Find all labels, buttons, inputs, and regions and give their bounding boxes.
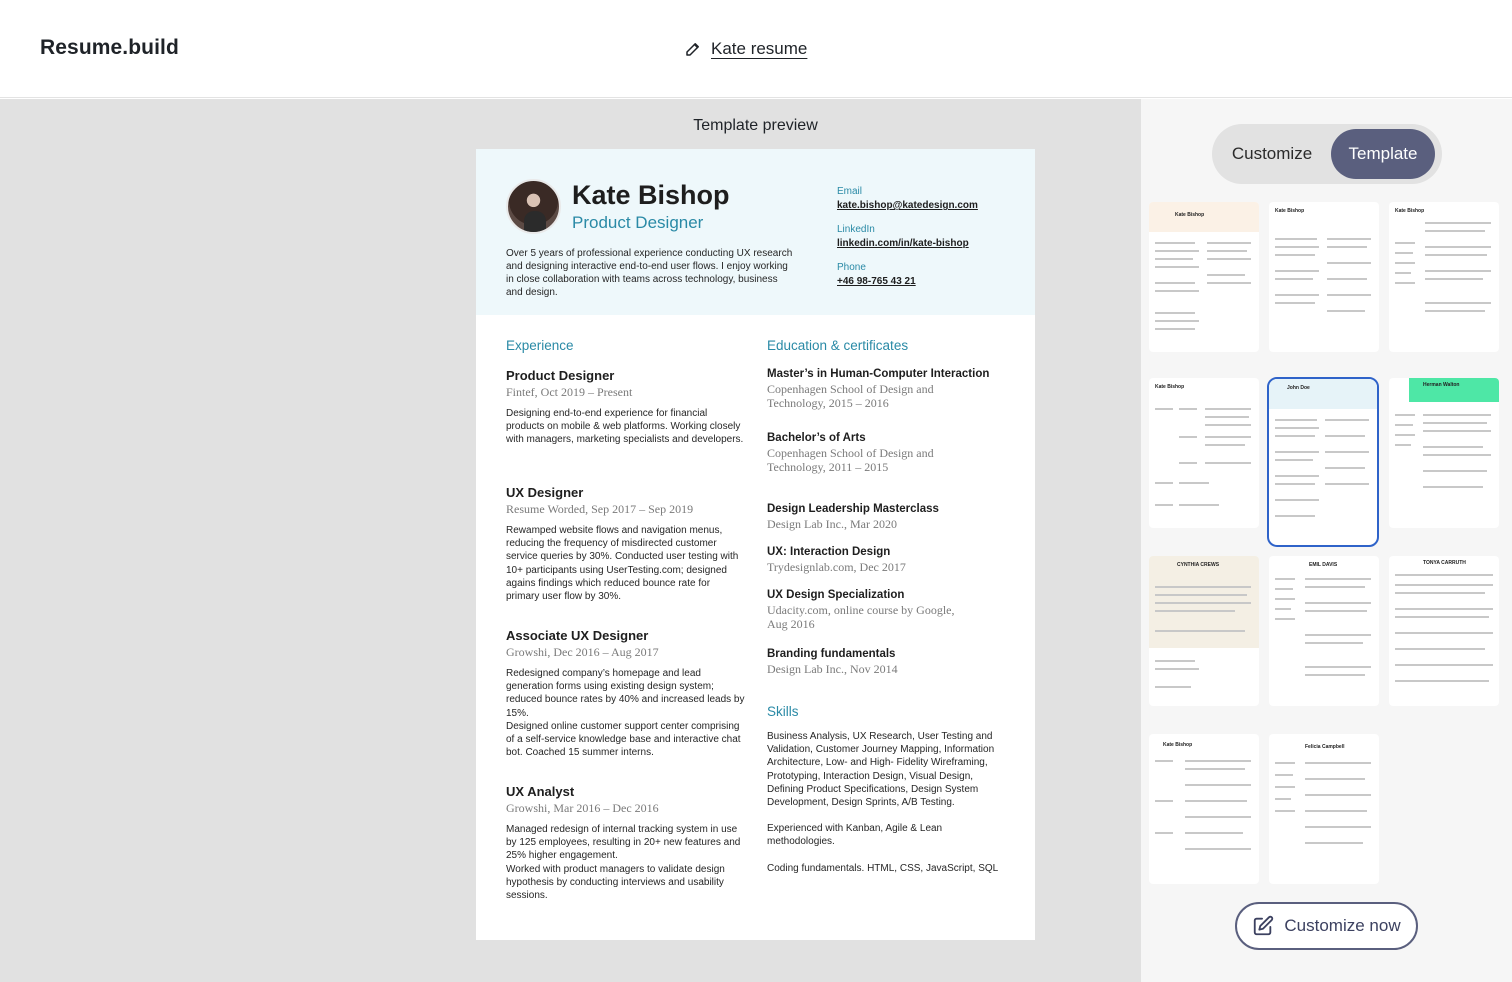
template-thumbnail[interactable]: Kate Bishop <box>1149 734 1259 884</box>
brand-logo[interactable]: Resume.build <box>40 36 179 59</box>
experience-item: UX Designer Resume Worded, Sep 2017 – Sep 2019 Rewamped website flows and navigation menus, reducing the frequency of misdirected customer service queries by 30%. Conducted user testing with 10+ participants using UserTesting.com; designed agains findings which reduced bounce rate for primary user flow by 30%. <box>506 485 739 603</box>
experience-item: Product Designer Fintef, Oct 2019 – Present Designing end-to-end experience for financial products on mobile & web platforms. Working closely with managers, marketing specialists and developers. <box>506 368 744 446</box>
education-item: Bachelor’s of Arts Copenhagen School of Design and Technology, 2011 – 2015 <box>767 432 934 474</box>
top-bar <box>0 0 1512 98</box>
template-thumbnail[interactable]: Felicia Campbell <box>1269 734 1379 884</box>
education-heading: Education & certificates <box>767 338 909 353</box>
template-sidebar <box>1141 99 1512 982</box>
education-item: Branding fundamentals Design Lab Inc., Nov 2014 <box>767 648 898 676</box>
skills-heading: Skills <box>767 704 799 719</box>
template-thumbnail[interactable]: TONYA CARRUTH <box>1389 556 1499 706</box>
template-thumbnail[interactable]: Kate Bishop <box>1269 202 1379 352</box>
experience-heading: Experience <box>506 338 574 353</box>
template-thumbnail[interactable]: CYNTHIA CREWS <box>1149 556 1259 706</box>
resume-role: Product Designer <box>572 213 704 232</box>
experience-item: Associate UX Designer Growshi, Dec 2016 – Aug 2017 Redesigned company’s homepage and lead generation forms using existing design system; reduced bounce rates by 40% and increased leads by 15%. Designed online customer support center comprising of a self-service knowledge base and interactive chat bot. Coached 15 summer interns. <box>506 628 745 759</box>
template-thumbnail[interactable]: Kate Bishop <box>1389 202 1499 352</box>
template-thumbnail[interactable]: Kate Bishop <box>1149 378 1259 528</box>
contact-phone: Phone +46 98-765 43 21 <box>837 262 916 287</box>
template-thumbnail[interactable]: EMIL DAVIS <box>1269 556 1379 706</box>
resume-preview <box>476 149 1035 940</box>
tab-customize[interactable]: Customize <box>1231 144 1313 163</box>
preview-label: Template preview <box>693 117 818 134</box>
template-thumbnail[interactable]: Herman Walton <box>1389 378 1499 528</box>
customize-now-label: Customize now <box>1284 916 1401 935</box>
edit-square-icon <box>1252 915 1274 937</box>
education-item: Master’s in Human-Computer Interaction Copenhagen School of Design and Technology, 2015 – 2016 <box>767 368 990 410</box>
skills-list: Business Analysis, UX Research, User Testing and Validation, Customer Journey Mapping, Information Architecture, Low- and High- Fidelity Wireframing, Prototyping, Interaction Design, Visual Design, Defining Product Specifications, Design System Development, Design Sprints, A/B Testing. Experienced with Kanban, Agile & Lean methodologies. Coding fundamentals. HTML, CSS, JavaScript, SQL <box>767 731 999 874</box>
pencil-icon[interactable] <box>684 40 702 58</box>
tab-template[interactable]: Template <box>1331 129 1435 179</box>
avatar <box>506 179 561 234</box>
document-name[interactable]: Kate resume <box>711 39 808 58</box>
template-thumbnail[interactable]: Kate Bishop <box>1149 202 1259 352</box>
resume-summary: Over 5 years of professional experience conducting UX research and designing interactive end-to-end user flows. I enjoy working in close collaboration with teams across technology, business and design. <box>506 248 793 298</box>
resume-header <box>476 149 1035 315</box>
template-thumbnail-selected[interactable]: John Doe <box>1267 377 1379 547</box>
education-item: UX: Interaction Design Trydesignlab.com, Dec 2017 <box>767 546 906 574</box>
education-item: UX Design Specialization Udacity.com, online course by Google, Aug 2016 <box>767 589 955 631</box>
contact-linkedin: LinkedIn linkedin.com/in/kate-bishop <box>837 224 969 249</box>
resume-name: Kate Bishop <box>572 180 730 210</box>
contact-email: Email kate.bishop@katedesign.com <box>837 186 978 211</box>
experience-item: UX Analyst Growshi, Mar 2016 – Dec 2016 Managed redesign of internal tracking system in use by 125 employees, resulting in 20+ new features and 25% higher engagement. Worked with product managers to validate design hypothesis by conducting interviews and usability sessions. <box>506 784 741 902</box>
document-name-editor[interactable] <box>684 39 807 59</box>
mode-toggle[interactable] <box>1212 124 1442 184</box>
education-item: Design Leadership Masterclass Design Lab Inc., Mar 2020 <box>767 503 939 531</box>
customize-now-button[interactable] <box>1235 902 1418 950</box>
preview-area <box>0 99 1141 982</box>
